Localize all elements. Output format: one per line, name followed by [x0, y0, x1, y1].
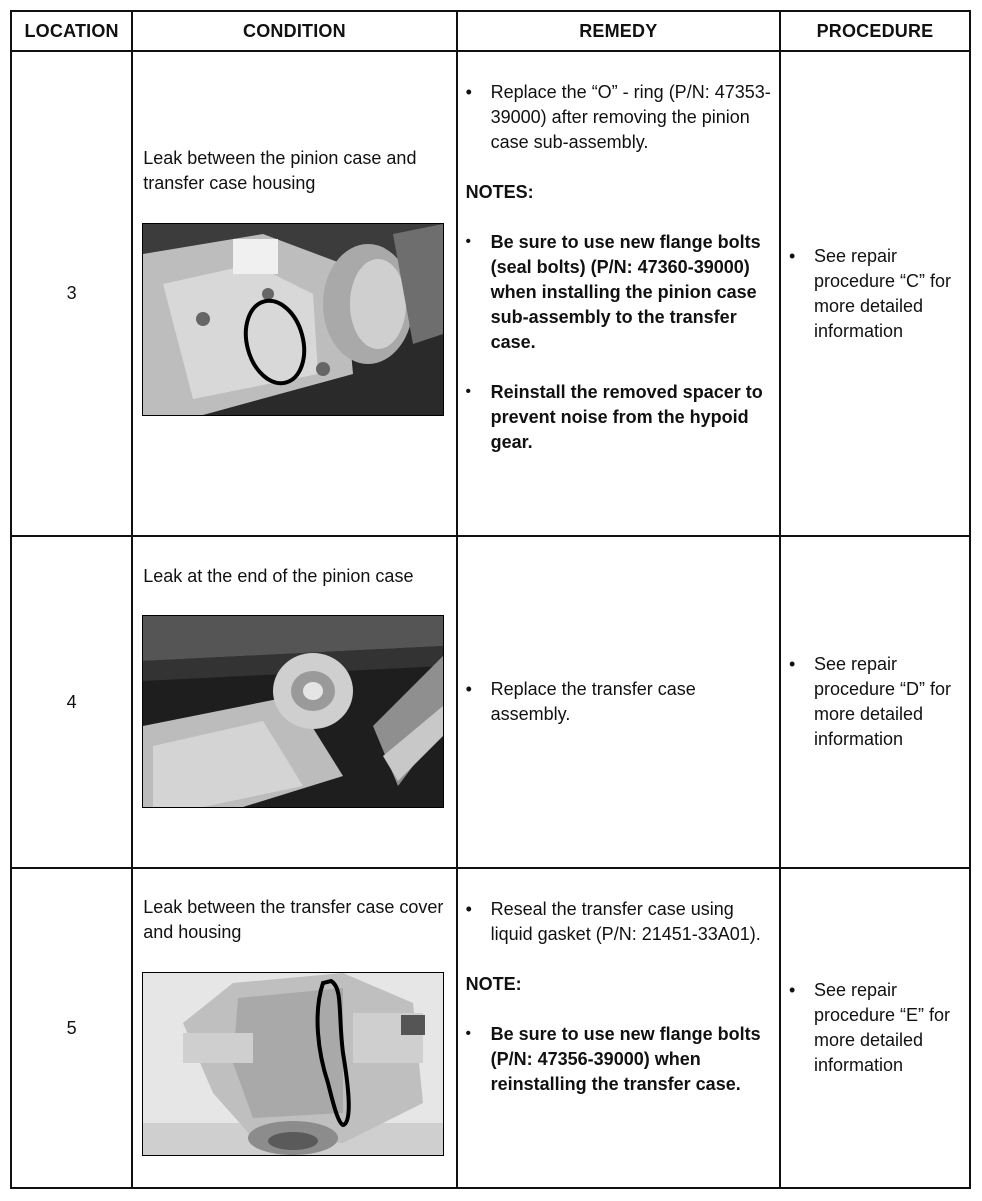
location-cell: 5	[11, 868, 132, 1188]
header-remedy: REMEDY	[457, 11, 780, 51]
header-row	[11, 11, 970, 51]
procedure-cell	[780, 868, 970, 1188]
condition-cell	[132, 536, 456, 868]
remedy-cell	[457, 536, 780, 868]
remedy-text: • Replace the transfer case assembly.	[466, 677, 771, 727]
condition-cell	[132, 51, 456, 536]
procedure-cell	[780, 536, 970, 868]
condition-text: Leak at the end of the pinion case	[143, 566, 414, 586]
notes-label: NOTE:	[465, 974, 522, 994]
procedure-text: • See repair procedure “D” for more detailed information	[789, 652, 963, 752]
note-item: • Be sure to use new flange bolts (seal bolts) (P/N: 47360-39000) when installing the pinion case sub-assembly to the transfer case.	[466, 230, 771, 355]
table-row	[11, 868, 970, 1188]
pinion-case-photo-icon	[142, 223, 444, 416]
note-item: • Be sure to use new flange bolts (P/N: 47356-39000) when reinstalling the transfer case.	[466, 1022, 771, 1097]
note-item: • Reinstall the removed spacer to prevent noise from the hypoid gear.	[466, 380, 771, 455]
transfer-case-cover-photo-icon	[142, 972, 444, 1156]
procedure-text: • See repair procedure “E” for more detailed information	[789, 978, 963, 1078]
table-row	[11, 51, 970, 536]
condition-text: Leak between the pinion case and transfer case housing	[143, 148, 417, 193]
remedy-cell	[457, 51, 780, 536]
condition-cell	[132, 868, 456, 1188]
table-row	[11, 536, 970, 868]
remedy-cell	[457, 868, 780, 1188]
location-cell: 3	[11, 51, 132, 536]
notes-label: NOTES:	[465, 182, 534, 202]
condition-text: Leak between the transfer case cover and housing	[143, 897, 444, 942]
location-cell: 4	[11, 536, 132, 868]
header-location: LOCATION	[11, 11, 132, 51]
remedy-text: • Reseal the transfer case using liquid gasket (P/N: 21451-33A01).	[466, 897, 771, 947]
header-procedure: PROCEDURE	[780, 11, 970, 51]
header-condition: CONDITION	[132, 11, 456, 51]
procedure-text: • See repair procedure “C” for more detailed information	[789, 244, 963, 344]
remedy-text: • Replace the “O” - ring (P/N: 47353-39000) after removing the pinion case sub-assembly.	[466, 80, 771, 155]
repair-table	[10, 10, 971, 1189]
pinion-end-photo-icon	[142, 615, 444, 808]
procedure-cell	[780, 51, 970, 536]
